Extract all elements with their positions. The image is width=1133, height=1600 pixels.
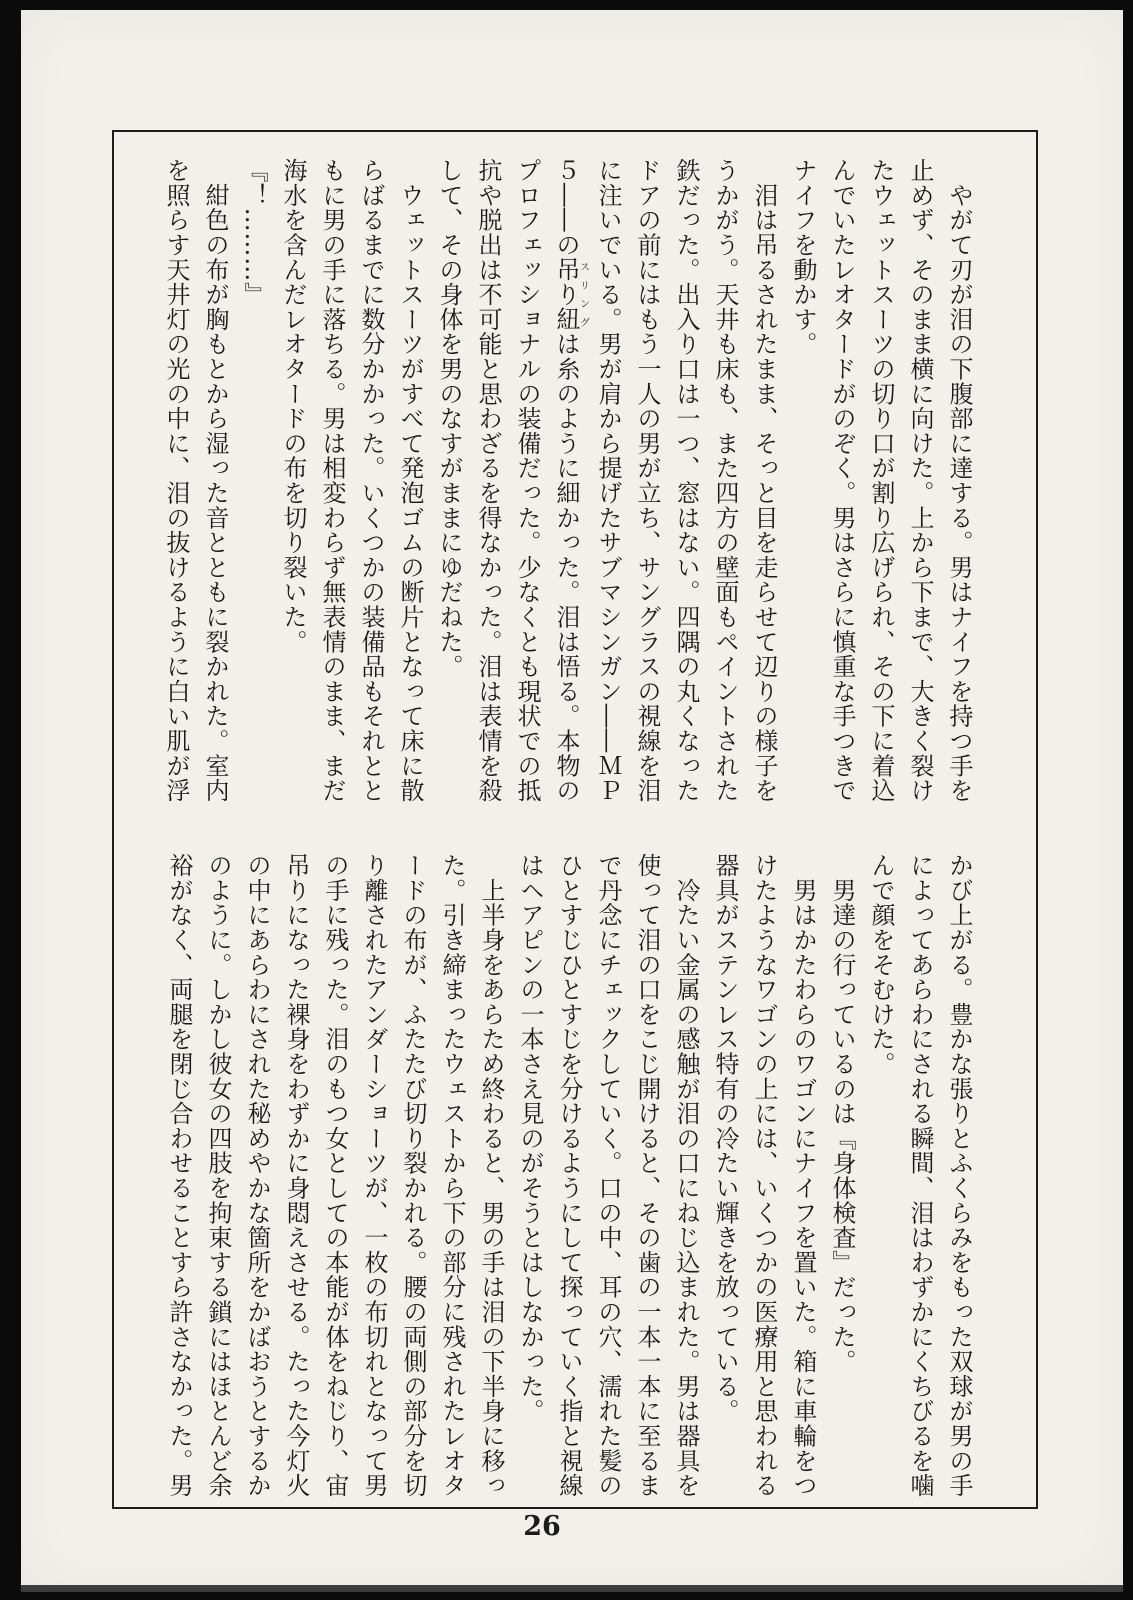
text-column: 泪は吊るされたまま、そっと目を走らせて辺りの様子を bbox=[750, 158, 778, 803]
text-column: を照らす天井灯の光の中に、泪の抜けるように白い肌が浮 bbox=[162, 158, 190, 803]
top-text-block bbox=[156, 158, 978, 806]
text-column: 止めず、そのまま横に向けた。上から下まで、大きく裂け bbox=[906, 158, 934, 803]
text-column: ひとすじひとすじを分けるようにして探っていく指と視線 bbox=[555, 853, 583, 1498]
text-column: んでいたレオタードがのぞく。男はさらに慎重な手つきで bbox=[828, 158, 856, 803]
text-column: のように。しかし彼女の四肢を拘束する鎖にはほとんど余 bbox=[204, 853, 232, 1498]
text-column: 抗や脱出は不可能と思わざるを得なかった。泪は表情を殺 bbox=[474, 158, 502, 803]
text-column: の手に残った。泪のもつ女としての本能が体をねじり、宙 bbox=[321, 853, 349, 1498]
text-column: ５――の吊り紐スリングは糸のように細かった。泪は悟る。本物の bbox=[552, 158, 589, 803]
text-column: 冷たい金属の感触が泪の口にねじ込まれた。男は器具を bbox=[672, 853, 700, 1498]
text-column: やがて刃が泪の下腹部に達する。男はナイフを持つ手を bbox=[945, 158, 973, 803]
text-column: 『！………』 bbox=[240, 158, 268, 307]
text-column: 器具がステンレス特有の冷たい輝きを放っている。 bbox=[711, 853, 739, 1424]
text-column: た。引き締まったウェストから下の部分に残されたレオタ bbox=[438, 853, 466, 1498]
text-column: に注いでいる。男が肩から提げたサブマシンガン――ＭＰ bbox=[594, 158, 622, 803]
text-column: の中にあらわにされた秘めやかな箇所をかばおうとするか bbox=[243, 853, 271, 1498]
text-column: 海水を含んだレオタードの布を切り裂いた。 bbox=[279, 158, 307, 654]
text-column: 吊りになった裸身をわずかに身悶えさせる。たった今灯火 bbox=[282, 853, 310, 1498]
text-column: ドアの前にはもう一人の男が立ち、サングラスの視線を泪 bbox=[633, 158, 661, 803]
text-column: けたようなワゴンの上には、いくつかの医療用と思われる bbox=[750, 853, 778, 1498]
text-column: 男はかたわらのワゴンにナイフを置いた。箱に車輪をつ bbox=[789, 853, 817, 1498]
text-column: で丹念にチェックしていく。口の中、耳の穴、濡れた髪の bbox=[594, 853, 622, 1498]
text-column: ウェットスーツがすべて発泡ゴムの断片となって床に散 bbox=[396, 158, 424, 803]
scan-edge-shadow bbox=[21, 1585, 1123, 1592]
text-column: ードの布が、ふたたび切り裂かれる。腰の両側の部分を切 bbox=[399, 853, 427, 1498]
text-column: 男達の行っているのは『身体検査』だった。 bbox=[828, 853, 856, 1374]
text-column: もに男の手に落ちる。男は相変わらず無表情のまま、まだ bbox=[318, 158, 346, 803]
ruby-annotated-word: 吊り紐スリング bbox=[552, 257, 589, 332]
text-column: によってあらわにされる瞬間、泪はわずかにくちびるを噛 bbox=[906, 853, 934, 1498]
text-column: たウェットスーツの切り口が割り広げられ、その下に着込 bbox=[867, 158, 895, 803]
text-column: プロフェッショナルの装備だった。少なくとも現状での抵 bbox=[513, 158, 541, 803]
text-column: 使って泪の口をこじ開けると、その歯の一本一本に至るま bbox=[633, 853, 661, 1498]
text-column: 上半身をあらため終わると、男の手は泪の下半身に移っ bbox=[477, 853, 505, 1498]
text-column: んで顔をそむけた。 bbox=[867, 853, 895, 1077]
scanned-book-page bbox=[21, 10, 1123, 1592]
text-frame-border bbox=[112, 130, 1038, 1509]
text-column: ナイフを動かす。 bbox=[789, 158, 817, 357]
text-column: うかがう。天井も床も、また四方の壁面もペイントされた bbox=[711, 158, 739, 803]
text-column: らばるまでに数分かかった。いくつかの装備品もそれとと bbox=[357, 158, 385, 803]
text-column: して、その身体を男のなすがままにゆだねた。 bbox=[435, 158, 463, 679]
text-column: 鉄だった。出入り口は一つ、窓はない。四隅の丸くなった bbox=[672, 158, 700, 803]
page-number: 26 bbox=[523, 1511, 561, 1542]
text-column: り離されたアンダーショーツが、一枚の布切れとなって男 bbox=[360, 853, 388, 1498]
text-column: 紺色の布が胸もとから湿った音とともに裂かれた。室内 bbox=[201, 158, 229, 803]
bottom-text-block bbox=[159, 853, 978, 1501]
text-column: 裕がなく、両腿を閉じ合わせることすら許さなかった。男 bbox=[165, 853, 193, 1498]
text-column: かび上がる。豊かな張りとふくらみをもった双球が男の手 bbox=[945, 853, 973, 1498]
text-column: はヘアピンの一本さえ見のがそうとはしなかった。 bbox=[516, 853, 544, 1424]
